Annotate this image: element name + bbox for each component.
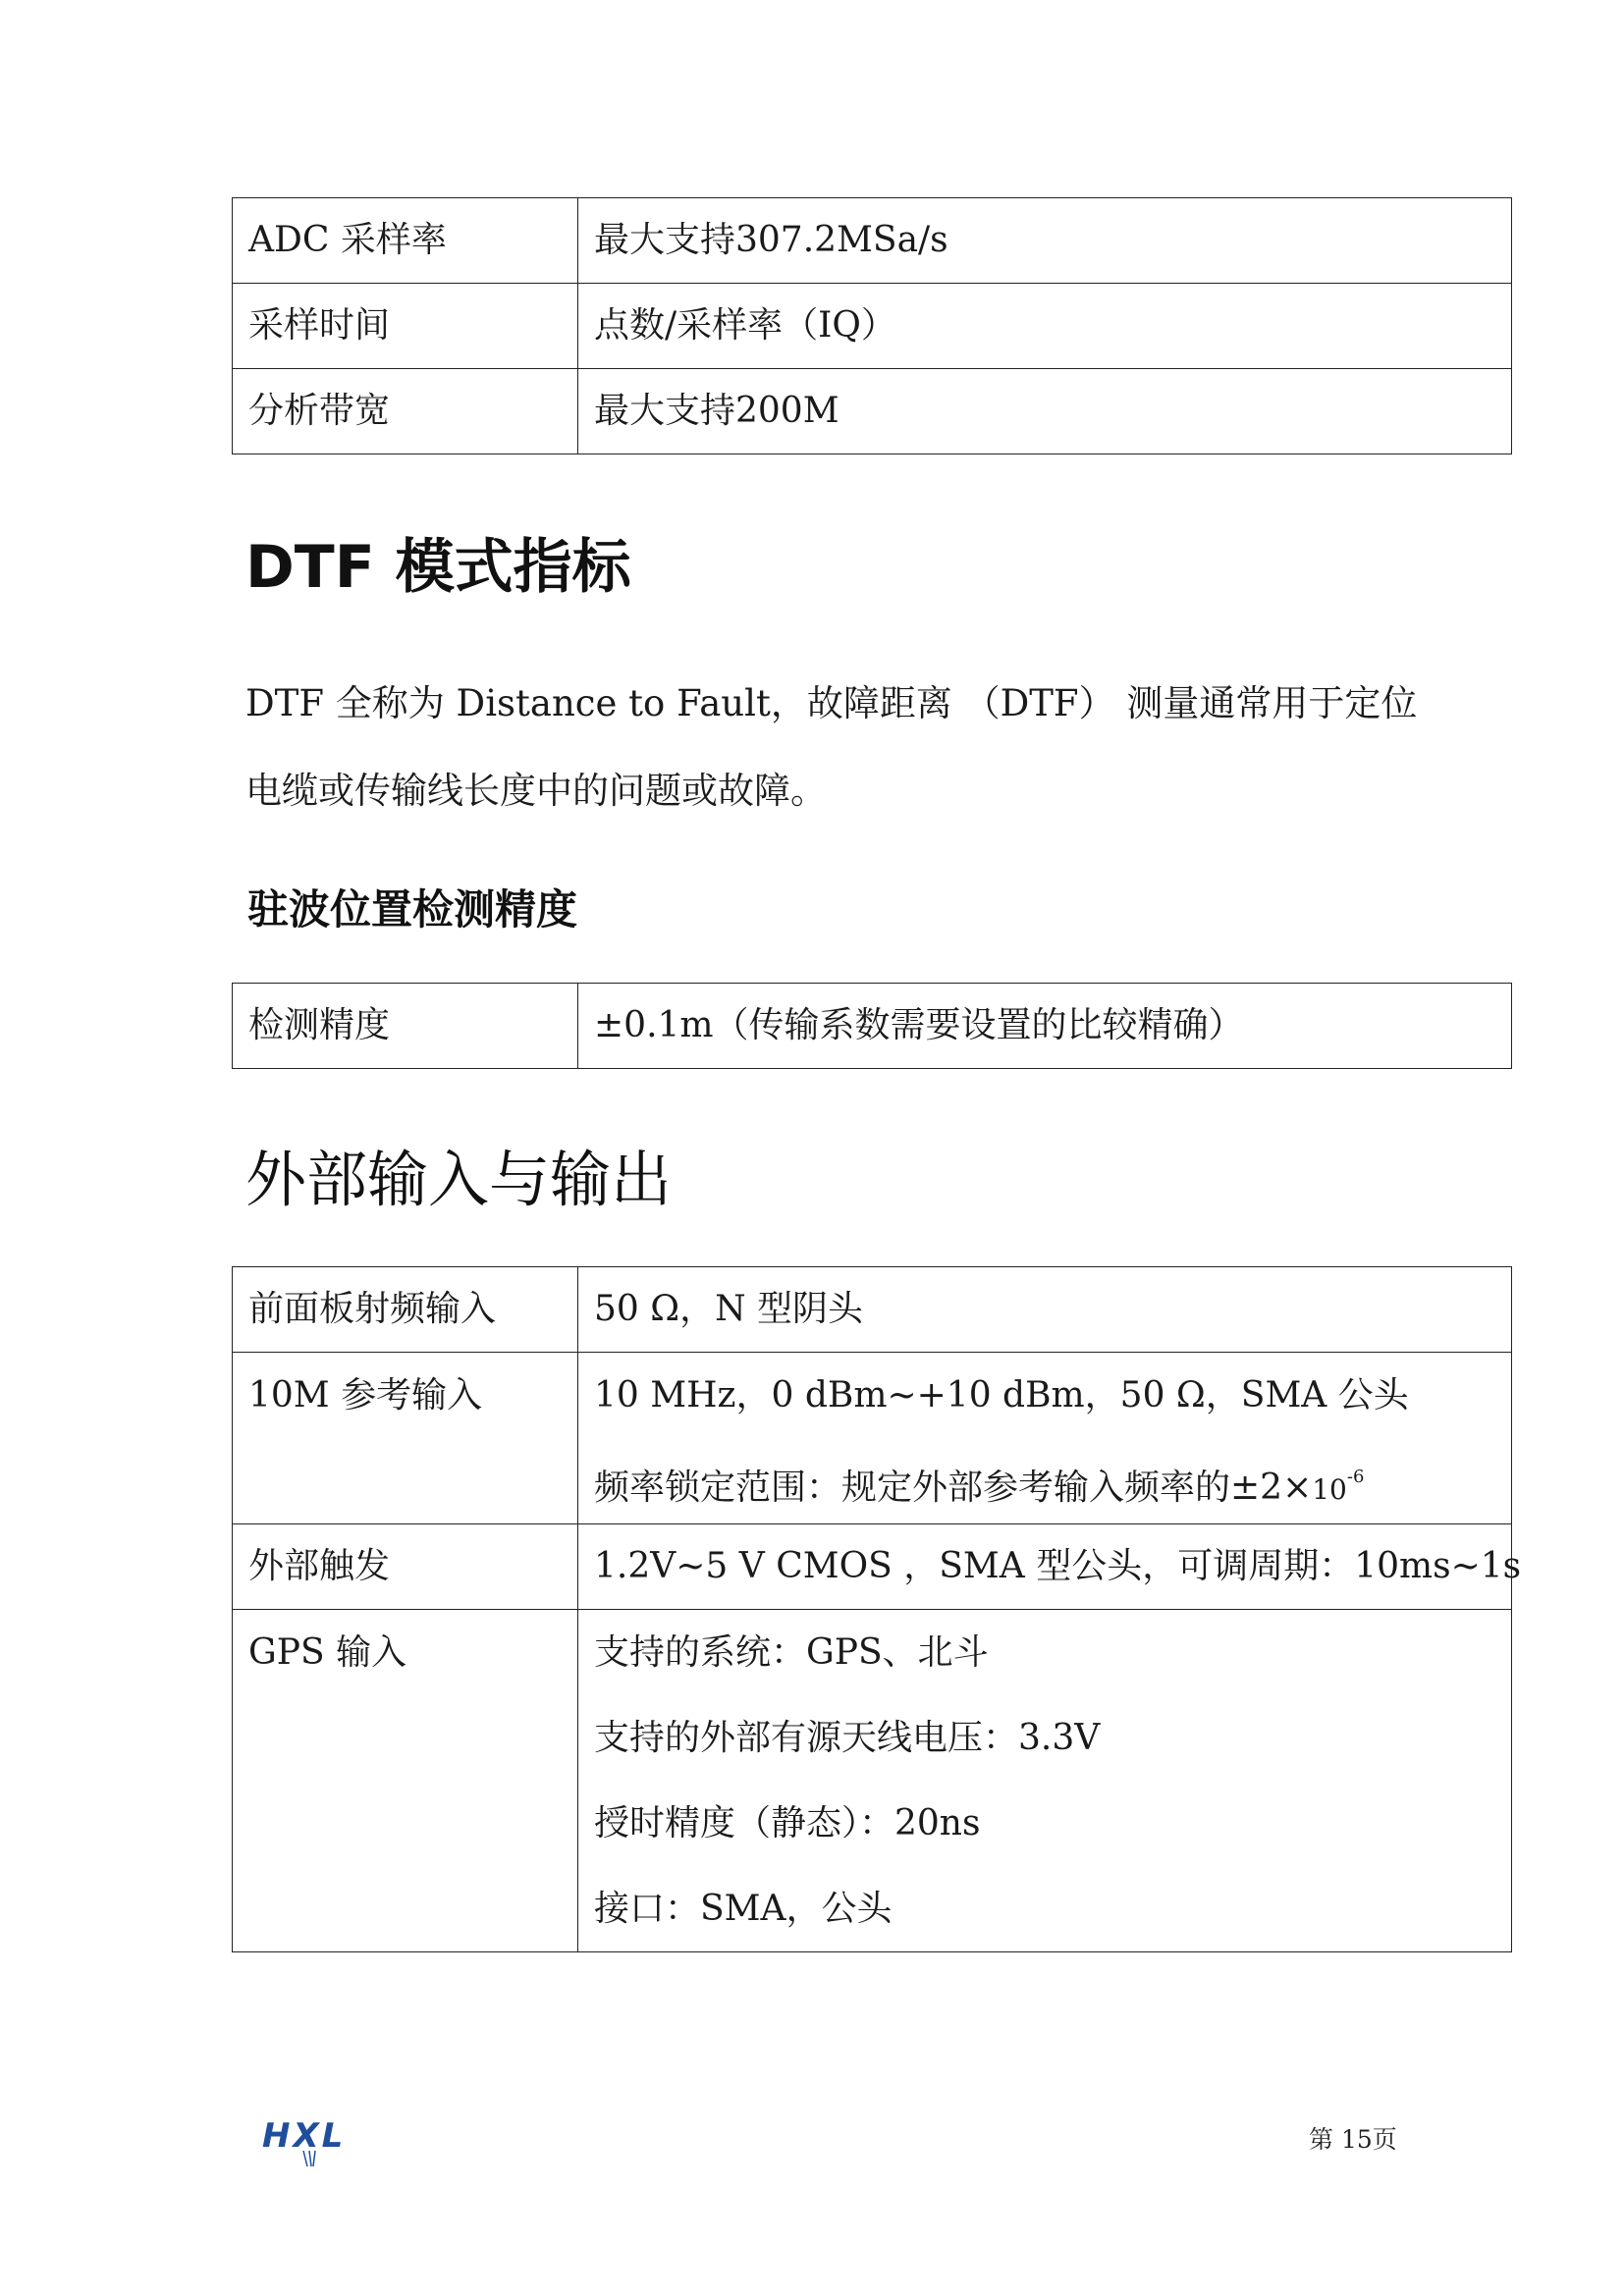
row-label: ADC 采样率 [233,198,578,284]
page-number: 第 15页 [1309,2125,1397,2154]
table-row [233,284,1512,369]
table-row [233,984,1512,1069]
row-label: 检测精度 [233,984,578,1069]
svg-text:HXL: HXL [262,2116,347,2156]
table-row [233,1524,1512,1610]
row-label: 10M 参考输入 [248,1375,483,1415]
row-value-line: 10 MHz，0 dBm~+10 dBm，50 Ω，SMA 公头 [594,1375,1409,1415]
row-value: 最大支持200M [578,369,1512,454]
row-value-line: 支持的系统：GPS、北斗 [594,1632,989,1673]
hxl-logo [260,2111,368,2170]
row-label: 分析带宽 [233,369,578,454]
row-label-cell [233,1610,578,1952]
row-label: 外部触发 [233,1524,578,1610]
table-row [233,198,1512,284]
row-value: 50 Ω，N 型阴头 [578,1267,1512,1353]
subsection-title-vswr: 驻波位置检测精度 [247,885,578,934]
dtf-paragraph-line-1: DTF 全称为 Distance to Fault，故障距离 （DTF） 测量通常用于定位 [245,682,1418,724]
row-label: GPS 输入 [248,1632,407,1673]
row-value-line [594,1438,1511,1523]
exponent-base: 10 [1312,1473,1347,1506]
table-row [233,1267,1512,1353]
exponent: -6 [1346,1467,1365,1487]
row-label: 采样时间 [233,284,578,369]
row-value-line: 支持的外部有源天线电压：3.3V [594,1718,1101,1758]
table-row [233,1353,1512,1524]
row-value: ±0.1m（传输系数需要设置的比较精确） [578,984,1512,1069]
row-value: 1.2V~5 V CMOS ，SMA 型公头，可调周期：10ms~1s [578,1524,1512,1610]
table-row [233,1610,1512,1952]
row-value-line: 授时精度（静态）：20ns [594,1803,981,1843]
row-value: 点数/采样率（IQ） [578,284,1512,369]
row-label: 前面板射频输入 [233,1267,578,1353]
section-title-io: 外部输入与输出 [245,1144,673,1215]
row-value-cell [578,1610,1512,1952]
row-value-line: 接口：SMA，公头 [594,1889,893,1929]
row-label-cell [233,1353,578,1524]
row-value: 最大支持307.2MSa/s [578,198,1512,284]
adc-spec-table [232,197,1512,454]
table-row [233,369,1512,454]
detection-accuracy-table [232,983,1512,1069]
freq-lock-text: 频率锁定范围：规定外部参考输入频率的±2× [594,1468,1313,1508]
dtf-paragraph-line-2: 电缆或传输线长度中的问题或故障。 [245,770,827,812]
section-title-dtf: DTF 模式指标 [245,533,631,602]
row-value-cell [578,1353,1512,1524]
io-spec-table [232,1266,1522,1952]
